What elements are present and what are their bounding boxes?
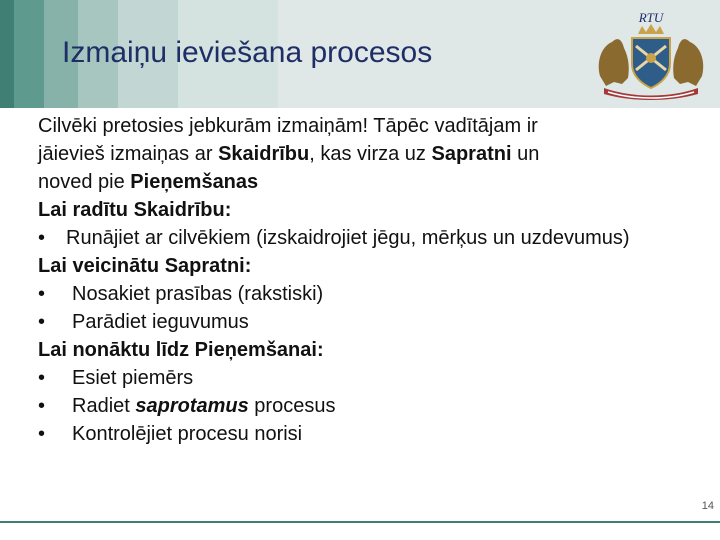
list-item [38, 420, 678, 448]
rtu-logo [592, 6, 710, 102]
header-stripe [0, 0, 14, 108]
section-heading-clarity: Lai radītu Skaidrību: [38, 199, 232, 221]
keyword-understanding: Sapratni [431, 143, 512, 165]
header-stripe [14, 0, 44, 108]
page-number: 14 [701, 500, 714, 512]
intro-text: noved pie [38, 171, 131, 193]
list-item [38, 392, 678, 420]
section-heading-acceptance: Lai nonāktu līdz Pieņemšanai: [38, 339, 324, 361]
list-item-text: Parādiet ieguvumus [72, 311, 249, 333]
bullet-icon: • [38, 367, 46, 389]
bullet-icon: • [38, 395, 46, 417]
list-item-text: Radiet [72, 395, 136, 417]
section-heading-understanding: Lai veicinātu Sapratni: [38, 255, 252, 277]
bullet-icon: • [38, 227, 46, 249]
bullet-icon: • [38, 423, 46, 445]
slide-title: Izmaiņu ieviešana procesos [62, 36, 433, 69]
list-item-text: Kontrolējiet procesu norisi [72, 423, 303, 445]
keyword-clarity: Skaidrību [218, 143, 310, 165]
intro-text: , kas virza uz [309, 143, 432, 165]
list-item-text: Esiet piemērs [72, 367, 194, 389]
intro-text: jāievieš izmaiņas ar [38, 143, 219, 165]
list-item [38, 308, 678, 336]
slide-header [0, 0, 720, 108]
list-item [38, 280, 678, 308]
bullet-icon: • [38, 311, 46, 333]
keyword-understandable: saprotamus [135, 395, 249, 417]
footer-divider [0, 521, 720, 523]
list-item-text: Nosakiet prasības (rakstiski) [72, 283, 324, 305]
list-item-text: procesus [248, 395, 336, 417]
bullet-icon: • [38, 283, 46, 305]
logo-text: RTU [638, 10, 664, 25]
list-item-text: Runājiet ar cilvēkiem (izskaidrojiet jēgu, mērķus un uzdevumus) [66, 227, 630, 249]
list-item [38, 224, 678, 252]
slide-body [38, 112, 678, 448]
list-item [38, 364, 678, 392]
intro-paragraph [38, 112, 678, 196]
intro-text: un [511, 143, 540, 165]
intro-line: Cilvēki pretosies jebkurām izmaiņām! Tāpēc vadītājam ir [38, 115, 538, 137]
keyword-acceptance: Pieņemšanas [130, 171, 259, 193]
